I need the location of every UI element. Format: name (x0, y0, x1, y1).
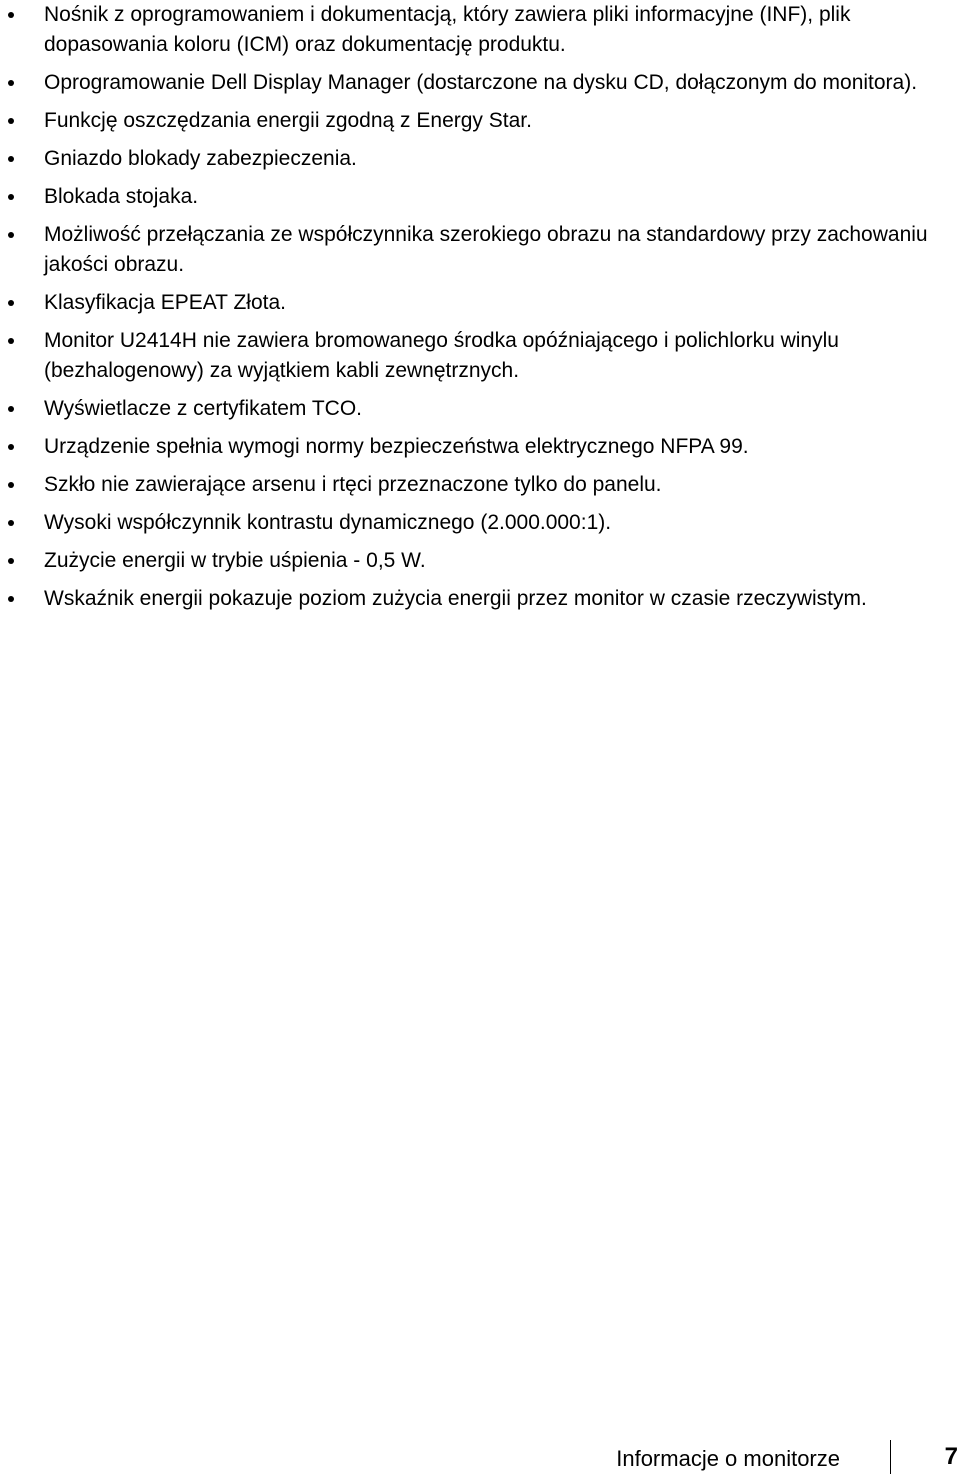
list-item (0, 546, 960, 576)
page-footer (0, 1440, 960, 1476)
list-item-text: Urządzenie spełnia wymogi normy bezpieczeństwa elektrycznego NFPA 99. (44, 435, 749, 458)
list-item (0, 144, 960, 174)
list-item-text: Wskaźnik energii pokazuje poziom zużycia energii przez monitor w czasie rzeczywistym. (44, 587, 867, 610)
list-item-text: Wysoki współczynnik kontrastu dynamicznego (2.000.000:1). (44, 511, 612, 534)
bullet-icon (8, 300, 14, 306)
bullet-icon (8, 118, 14, 124)
list-item (0, 508, 960, 538)
bullet-icon (8, 558, 14, 564)
bullet-icon (8, 156, 14, 162)
list-item (0, 106, 960, 136)
list-item-text: Szkło nie zawierające arsenu i rtęci przeznaczone tylko do panelu. (44, 473, 662, 496)
bullet-icon (8, 194, 14, 200)
list-item (0, 432, 960, 462)
list-item (0, 326, 960, 386)
list-item-text: Klasyfikacja EPEAT Złota. (44, 291, 286, 314)
list-item-text: Gniazdo blokady zabezpieczenia. (44, 147, 357, 170)
list-item (0, 68, 960, 98)
footer-section-title: Informacje o monitorze (616, 1446, 840, 1471)
bullet-icon (8, 482, 14, 488)
bullet-icon (8, 444, 14, 450)
list-item (0, 182, 960, 212)
list-item-text: Oprogramowanie Dell Display Manager (dostarczone na dysku CD, dołączonym do monitora). (44, 71, 918, 94)
list-item-text: Zużycie energii w trybie uśpienia - 0,5 W. (44, 549, 426, 572)
bullet-icon (8, 12, 14, 18)
list-item-text: Wyświetlacze z certyfikatem TCO. (44, 397, 362, 420)
bullet-icon (8, 80, 14, 86)
page-number: 7 (944, 1443, 958, 1470)
list-item (0, 584, 960, 614)
list-item (0, 0, 960, 60)
list-item-text: Funkcję oszczędzania energii zgodną z Energy Star. (44, 109, 532, 132)
footer-divider (890, 1440, 891, 1474)
list-item (0, 470, 960, 500)
list-item (0, 288, 960, 318)
list-item (0, 220, 960, 280)
list-item-text: Możliwość przełączania ze współczynnika szerokiego obrazu na standardowy przy zachowaniu jakości obrazu. (44, 223, 928, 276)
bullet-icon (8, 406, 14, 412)
list-item-text: Blokada stojaka. (44, 185, 199, 208)
list-item (0, 394, 960, 424)
list-item-text: Nośnik z oprogramowaniem i dokumentacją, który zawiera pliki informacyjne (INF), plik dopasowania koloru (ICM) oraz dokumentację produktu. (44, 3, 851, 56)
bullet-icon (8, 596, 14, 602)
bullet-icon (8, 232, 14, 238)
bullet-icon (8, 520, 14, 526)
bullet-icon (8, 338, 14, 344)
list-item-text: Monitor U2414H nie zawiera bromowanego środka opóźniającego i polichlorku winylu (bezhalogenowy) za wyjątkiem kabli zewnętrznych. (44, 329, 839, 382)
feature-list (0, 0, 960, 622)
